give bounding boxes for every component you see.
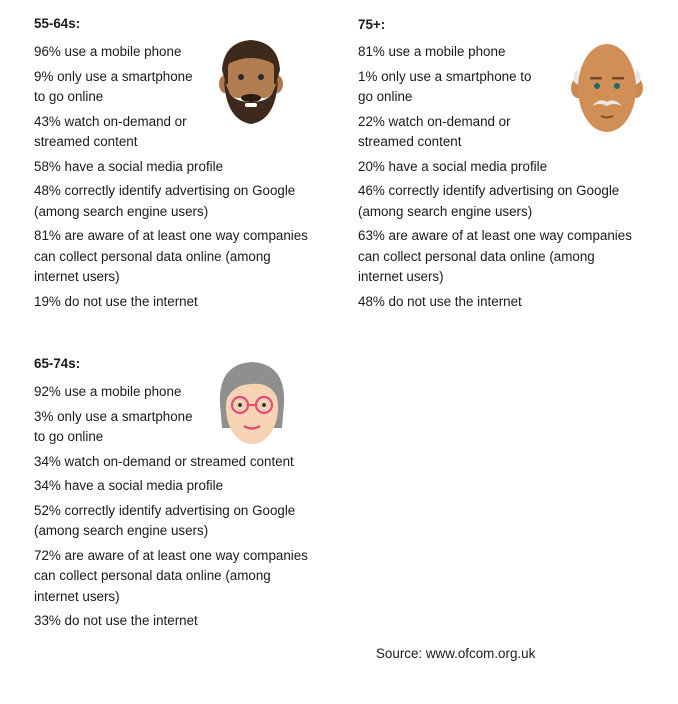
- stat-personal-data: 63% are aware of at least one way companies can collect personal data online (among internet users): [358, 228, 632, 284]
- stat-mobile-phone: 96% use a mobile phone: [34, 44, 182, 59]
- stat-no-internet: 19% do not use the internet: [34, 293, 198, 309]
- elderly-man-avatar-icon: [570, 42, 644, 134]
- stat-no-internet: 48% do not use the internet: [358, 293, 522, 309]
- stat-no-internet: 33% do not use the internet: [34, 613, 198, 628]
- group-heading: 75+:: [358, 17, 386, 32]
- elderly-woman-avatar-icon: [216, 358, 288, 450]
- stat-on-demand: 43% watch on-demand or streamed content: [34, 113, 187, 149]
- source-citation: Source: www.ofcom.org.uk: [376, 646, 536, 661]
- stat-advertising: 48% correctly identify advertising on Google (among search engine users): [34, 183, 296, 219]
- stat-social-media: 34% have a social media profile: [34, 478, 224, 493]
- stat-social-media: 20% have a social media profile: [358, 158, 548, 174]
- group-heading: 55-64s:: [34, 16, 81, 31]
- stat-mobile-phone: 81% use a mobile phone: [358, 44, 506, 59]
- group-heading: 65-74s:: [34, 356, 81, 371]
- stat-social-media: 58% have a social media profile: [34, 158, 224, 174]
- stat-mobile-phone: 92% use a mobile phone: [34, 384, 182, 399]
- stat-advertising: 52% correctly identify advertising on Google (among search engine users): [34, 502, 296, 538]
- stat-personal-data: 72% are aware of at least one way companies can collect personal data online (among internet users): [34, 547, 308, 604]
- stat-advertising: 46% correctly identify advertising on Google (among search engine users): [358, 183, 620, 219]
- stat-personal-data: 81% are aware of at least one way companies can collect personal data online (among internet users): [34, 228, 308, 284]
- stat-on-demand: 22% watch on-demand or streamed content: [358, 113, 511, 149]
- stat-smartphone-only: 9% only use a smartphone to go online: [34, 68, 193, 104]
- stat-on-demand: 34% watch on-demand or streamed content: [34, 453, 294, 469]
- bearded-man-avatar-icon: [216, 36, 286, 126]
- stat-smartphone-only: 3% only use a smartphone to go online: [34, 408, 193, 444]
- stat-smartphone-only: 1% only use a smartphone to go online: [358, 68, 532, 104]
